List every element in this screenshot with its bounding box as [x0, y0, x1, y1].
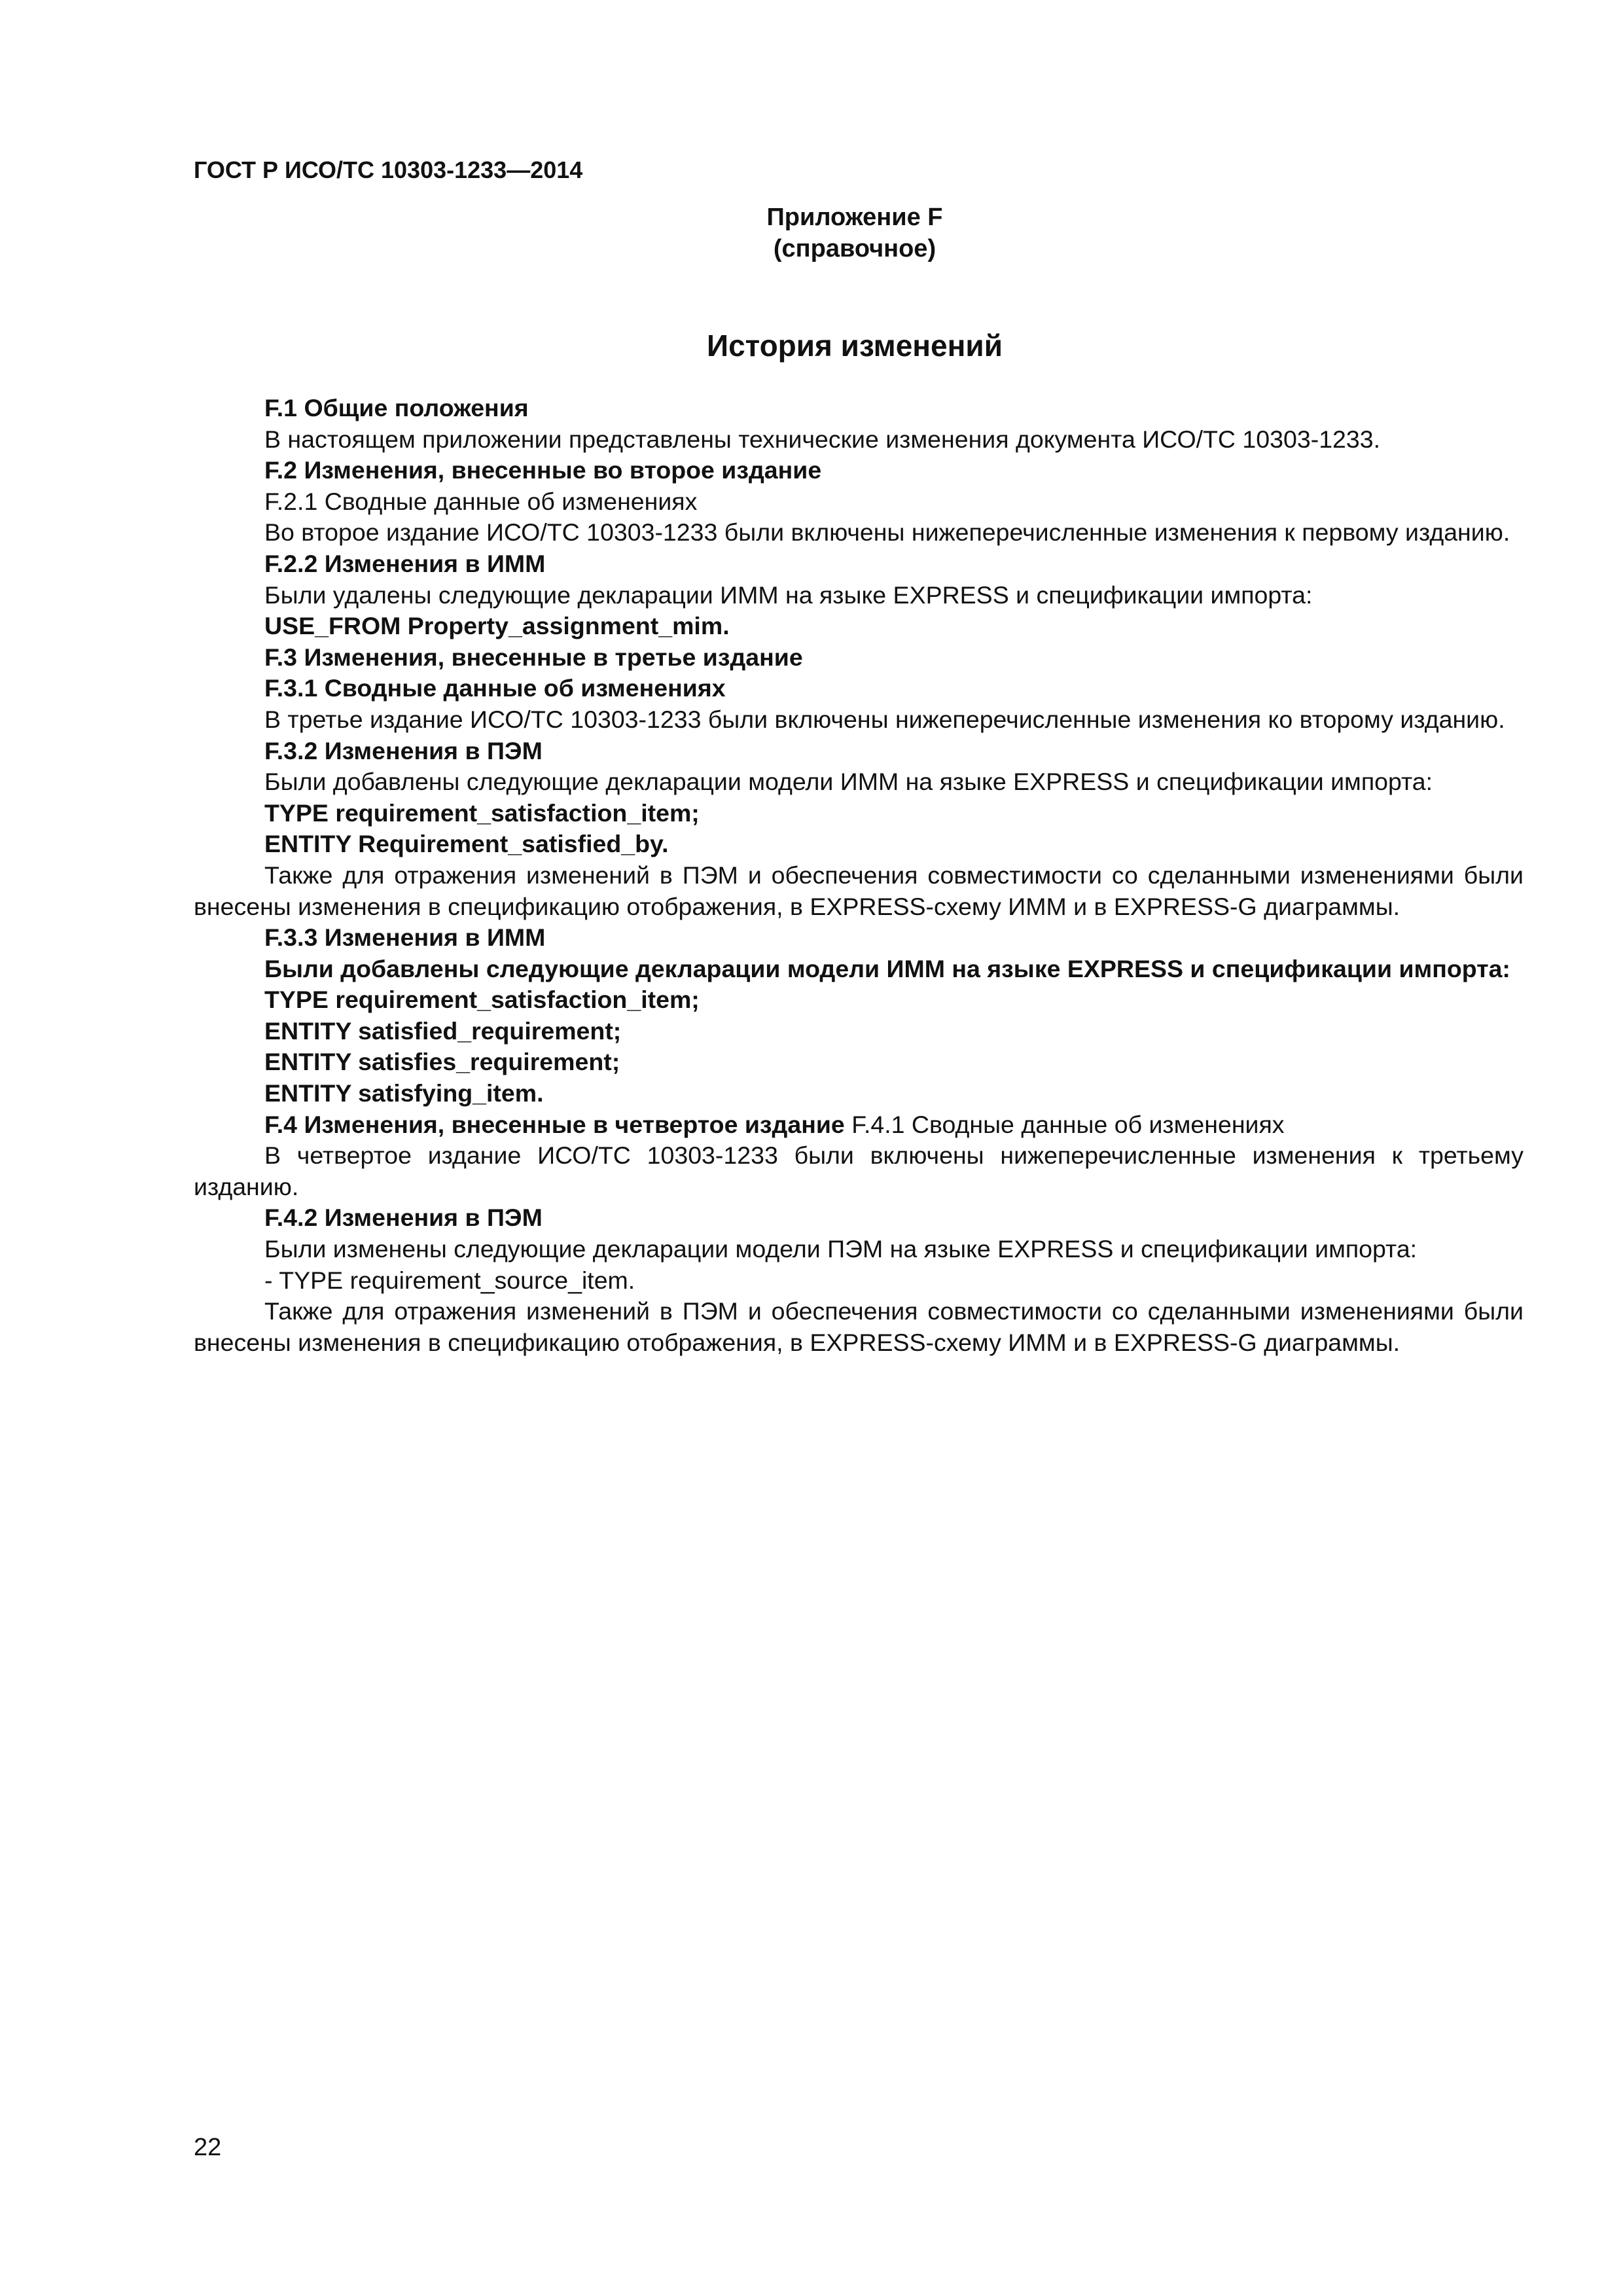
- appendix-label: Приложение F: [766, 204, 943, 231]
- declaration-item: TYPE requirement_satisfaction_item;: [264, 798, 700, 827]
- section-heading-f42: F.4.2 Изменения в ПЭМ: [264, 1204, 543, 1232]
- section-heading-f4: F.4 Изменения, внесенные в четвертое издание: [264, 1110, 845, 1138]
- section-heading-f1: F.1 Общие положения: [264, 394, 529, 422]
- section-heading-f2: F.2 Изменения, внесенные во второе издание: [264, 456, 822, 484]
- section-heading-f32: F.3.2 Изменения в ПЭМ: [264, 736, 543, 764]
- declaration-item: ENTITY Requirement_satisfied_by.: [264, 830, 669, 858]
- section-heading-f31: F.3.1 Сводные данные об изменениях: [264, 674, 726, 702]
- paragraph-f32-note: Также для отражения изменений в ПЭМ и обеспечения совместимости со сделанными изменениями были внесены изменения в спецификацию отображения, в EXPRESS-схему ИММ и в EXPRESS-G диаграммы.: [194, 861, 1524, 920]
- section-heading-f41: F.4.1 Сводные данные об изменениях: [851, 1110, 1285, 1138]
- declaration-item: ENTITY satisfying_item.: [264, 1079, 544, 1107]
- section-heading-f33: F.3.3 Изменения в ИММ: [264, 924, 546, 952]
- paragraph-f32: Были добавлены следующие декларации модели ИММ на языке EXPRESS и спецификации импорта:: [264, 768, 1433, 796]
- declaration-item: USE_FROM Property_assignment_mim.: [264, 612, 730, 640]
- declaration-item: ENTITY satisfies_requirement;: [264, 1048, 620, 1076]
- declaration-item: TYPE requirement_satisfaction_item;: [264, 986, 700, 1014]
- declaration-item: - TYPE requirement_source_item.: [264, 1266, 635, 1294]
- document-body: [194, 393, 1524, 1358]
- appendix-heading: [654, 202, 1055, 264]
- declaration-item: ENTITY satisfied_requirement;: [264, 1016, 622, 1045]
- section-heading-f3: F.3 Изменения, внесенные в третье издание: [264, 643, 803, 671]
- paragraph-f33: Были добавлены следующие декларации модели ИММ на языке EXPRESS и спецификации импорта:: [264, 954, 1510, 982]
- paragraph-f22: Были удалены следующие декларации ИММ на языке EXPRESS и спецификации импорта:: [264, 581, 1313, 609]
- page-number: 22: [194, 2134, 222, 2161]
- section-heading-f21: F.2.1 Сводные данные об изменениях: [264, 487, 698, 515]
- appendix-type: (справочное): [773, 235, 936, 262]
- paragraph-f1: В настоящем приложении представлены технические изменения документа ИСО/ТС 10303-1233.: [264, 425, 1381, 453]
- document-code: ГОСТ Р ИСО/ТС 10303-1233—2014: [194, 156, 583, 183]
- paragraph-f42-note: Также для отражения изменений в ПЭМ и обеспечения совместимости со сделанными изменениями были внесены изменения в спецификацию отображения, в EXPRESS-схему ИММ и в EXPRESS-G диаграммы.: [194, 1297, 1524, 1356]
- paragraph-f21: Во второе издание ИСО/ТС 10303-1233 были включены нижеперечисленные изменения к первому изданию.: [264, 518, 1510, 547]
- page-title: История изменений: [707, 329, 1003, 363]
- paragraph-f31: В третье издание ИСО/ТС 10303-1233 были включены нижеперечисленные изменения ко второму изданию.: [264, 705, 1505, 733]
- section-line-f4: [194, 1109, 1524, 1141]
- section-heading-f22: F.2.2 Изменения в ИММ: [264, 549, 546, 577]
- paragraph-f42: Были изменены следующие декларации модели ПЭМ на языке EXPRESS и спецификации импорта:: [264, 1235, 1418, 1263]
- paragraph-f41: В четвертое издание ИСО/ТС 10303-1233 были включены нижеперечисленные изменения к третьему изданию.: [194, 1141, 1524, 1200]
